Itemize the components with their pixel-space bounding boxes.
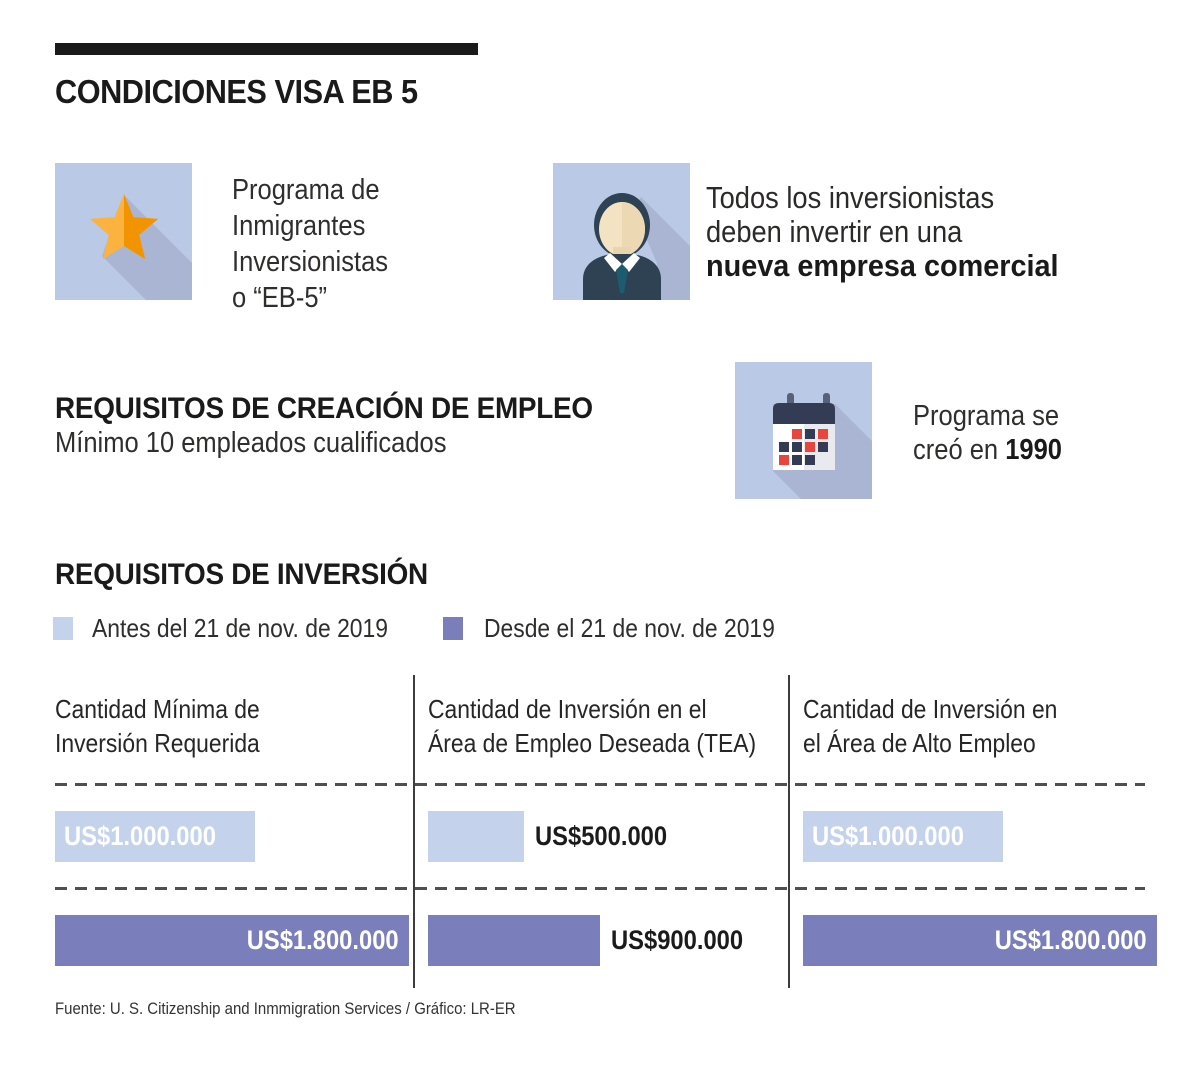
bar-after-col2 <box>428 915 761 966</box>
bar-before-col3 <box>803 811 1003 862</box>
job-requirements-heading: REQUISITOS DE CREACIÓN DE EMPLEO <box>55 392 593 425</box>
column-header-1: Cantidad Mínima de Inversión Requerida <box>55 694 260 758</box>
bar-before-col1 <box>55 811 255 862</box>
caption-line: o “EB-5” <box>232 282 328 314</box>
column-header-3: Cantidad de Inversión en el Área de Alto Empleo <box>803 694 1058 758</box>
investors-caption <box>706 181 1085 283</box>
bar-value-label: US$1.800.000 <box>995 925 1147 955</box>
bar-value-label: US$1.800.000 <box>247 925 399 955</box>
program-caption <box>232 172 409 316</box>
column-header-2: Cantidad de Inversión en el Área de Empleo Deseada (TEA) <box>428 694 757 758</box>
job-requirements-subheading: Mínimo 10 empleados cualificados <box>55 427 447 459</box>
legend-label-after: Desde el 21 de nov. de 2019 <box>484 613 775 643</box>
bar-after-col1 <box>55 915 409 966</box>
bar-value-label: US$900.000 <box>611 925 744 955</box>
bar-before-col2 <box>428 811 685 862</box>
bar-value-label: US$1.000.000 <box>812 821 964 851</box>
calendar-note <box>913 399 1082 467</box>
caption-line: Todos los inversionistas <box>706 180 995 215</box>
year-created: 1990 <box>1005 434 1062 466</box>
dashed-separator <box>55 783 1145 786</box>
calendar-icon <box>735 362 872 499</box>
bar-after-col3 <box>803 915 1157 966</box>
businessman-icon <box>553 163 690 300</box>
page-title: CONDICIONES VISA EB 5 <box>55 73 418 110</box>
star-icon <box>55 163 192 300</box>
caption-line: Inversionistas <box>232 246 389 278</box>
program-card <box>55 163 192 300</box>
investment-heading: REQUISITOS DE INVERSIÓN <box>55 558 428 591</box>
calendar-note-line2: creó en 1990 <box>913 434 1062 466</box>
caption-line-bold: nueva empresa comercial <box>706 248 1059 283</box>
caption-line: Programa de <box>232 174 380 206</box>
dashed-separator <box>55 887 1145 890</box>
bar <box>803 811 1003 862</box>
bar-value-label: US$1.000.000 <box>64 821 216 851</box>
legend-swatch-before <box>53 617 73 640</box>
legend-swatch-after <box>443 617 463 640</box>
calendar-card <box>735 362 872 499</box>
calendar-note-line1: Programa se <box>913 400 1060 432</box>
legend-label-before: Antes del 21 de nov. de 2019 <box>92 613 388 643</box>
column-divider <box>413 675 415 988</box>
source-credit: Fuente: U. S. Citizenship and Inmmigration Services / Gráfico: LR-ER <box>55 999 516 1018</box>
caption-line: Inmigrantes <box>232 210 366 242</box>
bar <box>803 915 1157 966</box>
bar <box>55 915 409 966</box>
bar <box>428 915 600 966</box>
title-accent-bar <box>55 43 478 55</box>
bar-value-label: US$500.000 <box>535 821 668 851</box>
bar <box>55 811 255 862</box>
investors-card <box>553 163 690 300</box>
caption-line: deben invertir en una <box>706 214 963 249</box>
bar <box>428 811 524 862</box>
